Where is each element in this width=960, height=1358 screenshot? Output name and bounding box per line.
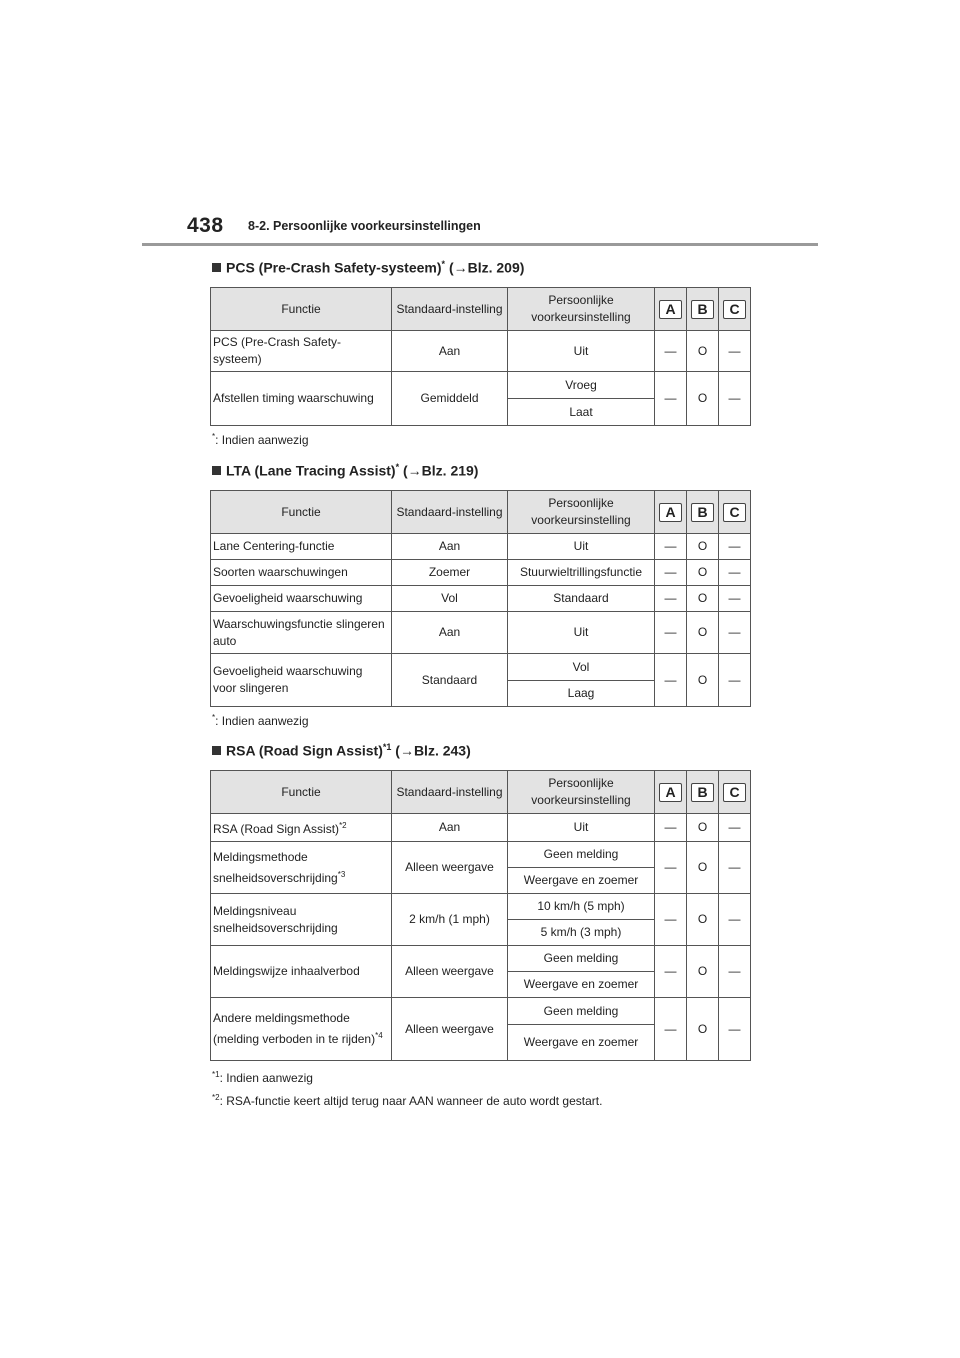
footnote-mark: *1	[382, 742, 392, 752]
cell-default: Alleen weergave	[392, 998, 508, 1061]
cell-function	[211, 998, 392, 1061]
cell-personal: Weergave en zoemer	[508, 1025, 655, 1061]
table-header-row	[211, 771, 751, 814]
cell-b: O	[687, 372, 719, 426]
cell-personal: Uit	[508, 331, 655, 372]
cell-personal: Uit	[508, 612, 655, 654]
cell-b: O	[687, 331, 719, 372]
column-header-a	[655, 771, 687, 814]
cell-default: Standaard	[392, 654, 508, 707]
cell-personal: Geen melding	[508, 946, 655, 972]
cell-personal: Geen melding	[508, 998, 655, 1025]
cell-b: O	[687, 894, 719, 946]
header-rule	[142, 243, 818, 246]
table-row	[211, 894, 751, 920]
table-row	[211, 534, 751, 560]
page-reference: (→Blz. 243)	[395, 742, 471, 759]
cell-default: Vol	[392, 586, 508, 612]
cell-c: —	[719, 372, 751, 426]
table-row	[211, 814, 751, 842]
cell-b: O	[687, 654, 719, 707]
footnote-text: : Indien aanwezig	[219, 1071, 313, 1085]
cell-c: —	[719, 534, 751, 560]
cell-function: Gevoeligheid waarschuwing voor slingeren	[211, 654, 392, 707]
cell-a: —	[655, 814, 687, 842]
cell-b: O	[687, 842, 719, 894]
cell-c: —	[719, 612, 751, 654]
cell-a: —	[655, 586, 687, 612]
table-row	[211, 586, 751, 612]
cell-personal: Laag	[508, 681, 655, 707]
cell-b: O	[687, 612, 719, 654]
cell-c: —	[719, 842, 751, 894]
cell-a: —	[655, 331, 687, 372]
cell-a: —	[655, 612, 687, 654]
square-bullet-icon	[212, 466, 221, 475]
section-title-pcs	[212, 259, 524, 276]
table-row	[211, 946, 751, 972]
square-bullet-icon	[212, 746, 221, 755]
section-title-text: RSA (Road Sign Assist)	[226, 742, 383, 759]
column-header-function: Functie	[211, 771, 392, 814]
cell-c: —	[719, 894, 751, 946]
cell-c: —	[719, 998, 751, 1061]
method-c-icon: C	[723, 783, 746, 802]
footnote-mark: *2	[212, 1093, 220, 1102]
cell-personal: Weergave en zoemer	[508, 972, 655, 998]
column-header-default-setting: Standaard-instelling	[392, 771, 508, 814]
cell-c: —	[719, 586, 751, 612]
section-title-lta	[212, 462, 478, 479]
footnote-mark: *	[212, 713, 216, 722]
cell-function	[211, 814, 392, 842]
cell-personal: Uit	[508, 534, 655, 560]
column-header-c	[719, 491, 751, 534]
column-header-personal-setting: Persoonlijke voorkeursinstelling	[508, 491, 655, 534]
method-c-icon: C	[723, 503, 746, 522]
footnote-mark: *3	[337, 869, 346, 879]
footnote	[212, 1093, 602, 1108]
cell-default: 2 km/h (1 mph)	[392, 894, 508, 946]
page-reference: (→Blz. 209)	[448, 259, 525, 276]
footnote-mark: *2	[339, 821, 347, 830]
cell-b: O	[687, 998, 719, 1061]
cell-b: O	[687, 586, 719, 612]
footnote-text: : RSA-functie keert altijd terug naar AAN wanneer de auto wordt gestart.	[219, 1094, 603, 1108]
cell-c: —	[719, 946, 751, 998]
method-b-icon: B	[691, 783, 714, 802]
section-title-text: PCS (Pre-Crash Safety-systeem)	[226, 259, 442, 276]
cell-b: O	[687, 560, 719, 586]
cell-default: Aan	[392, 814, 508, 842]
chapter-title: 8-2. Persoonlijke voorkeursinstellingen	[248, 219, 481, 233]
cell-c: —	[719, 814, 751, 842]
cell-c: —	[719, 331, 751, 372]
column-header-b	[687, 771, 719, 814]
column-header-function: Functie	[211, 491, 392, 534]
cell-a: —	[655, 946, 687, 998]
column-header-c	[719, 771, 751, 814]
square-bullet-icon	[212, 263, 221, 272]
method-a-icon: A	[659, 783, 682, 802]
cell-personal: Vroeg	[508, 372, 655, 399]
footnote	[212, 713, 309, 728]
cell-c: —	[719, 560, 751, 586]
cell-function: Meldingsniveau snelheidsoverschrijding	[211, 894, 392, 946]
table-row	[211, 372, 751, 399]
cell-function: Lane Centering-functie	[211, 534, 392, 560]
footnote-mark: *	[441, 259, 446, 269]
cell-a: —	[655, 534, 687, 560]
page-number: 438	[187, 214, 224, 237]
cell-personal: Geen melding	[508, 842, 655, 868]
footnote-text: : Indien aanwezig	[215, 714, 309, 728]
function-text: Meldingsmethode snelheidsoverschrijding	[213, 849, 338, 885]
cell-function: Gevoeligheid waarschuwing	[211, 586, 392, 612]
cell-default: Aan	[392, 534, 508, 560]
cell-personal: Vol	[508, 654, 655, 681]
column-header-default-setting: Standaard-instelling	[392, 491, 508, 534]
cell-function: Meldingswijze inhaalverbod	[211, 946, 392, 998]
cell-b: O	[687, 814, 719, 842]
column-header-personal-setting: Persoonlijke voorkeursinstelling	[508, 771, 655, 814]
method-a-icon: A	[659, 300, 682, 319]
cell-personal: Weergave en zoemer	[508, 868, 655, 894]
cell-personal: Standaard	[508, 586, 655, 612]
cell-function: Waarschuwingsfunctie slingeren auto	[211, 612, 392, 654]
cell-function	[211, 842, 392, 894]
table-row	[211, 560, 751, 586]
settings-table-lta	[210, 490, 751, 707]
settings-table-pcs	[210, 287, 751, 426]
cell-personal: Stuurwieltrillingsfunctie	[508, 560, 655, 586]
cell-function: Afstellen timing waarschuwing	[211, 372, 392, 426]
method-c-icon: C	[723, 300, 746, 319]
column-header-function: Functie	[211, 288, 392, 331]
settings-table-rsa	[210, 770, 751, 1061]
cell-c: —	[719, 654, 751, 707]
cell-a: —	[655, 998, 687, 1061]
footnote-mark: *	[212, 432, 216, 441]
method-b-icon: B	[691, 300, 714, 319]
table-header-row	[211, 288, 751, 331]
function-text: Andere meldingsmethode (melding verboden in te rijden)	[213, 1011, 376, 1046]
cell-default: Alleen weergave	[392, 842, 508, 894]
footnote-mark: *	[395, 462, 400, 472]
table-row	[211, 998, 751, 1025]
cell-default: Alleen weergave	[392, 946, 508, 998]
cell-function: Soorten waarschuwingen	[211, 560, 392, 586]
cell-default: Aan	[392, 612, 508, 654]
table-row	[211, 331, 751, 372]
cell-default: Zoemer	[392, 560, 508, 586]
cell-default: Aan	[392, 331, 508, 372]
footnote-mark: *4	[375, 1031, 383, 1040]
column-header-c	[719, 288, 751, 331]
cell-default: Gemiddeld	[392, 372, 508, 426]
section-title-text: LTA (Lane Tracing Assist)	[226, 462, 396, 479]
column-header-a	[655, 491, 687, 534]
method-b-icon: B	[691, 503, 714, 522]
function-text: RSA (Road Sign Assist)	[213, 822, 340, 836]
method-a-icon: A	[659, 503, 682, 522]
table-header-row	[211, 491, 751, 534]
column-header-a	[655, 288, 687, 331]
section-title-rsa	[212, 742, 471, 759]
column-header-default-setting: Standaard-instelling	[392, 288, 508, 331]
table-row	[211, 612, 751, 654]
table-row	[211, 842, 751, 868]
cell-a: —	[655, 894, 687, 946]
cell-personal: Laat	[508, 399, 655, 426]
cell-personal: Uit	[508, 814, 655, 842]
cell-personal: 10 km/h (5 mph)	[508, 894, 655, 920]
footnote	[212, 432, 309, 447]
cell-b: O	[687, 946, 719, 998]
table-row	[211, 654, 751, 681]
column-header-personal-setting: Persoonlijke voorkeursinstelling	[508, 288, 655, 331]
column-header-b	[687, 288, 719, 331]
cell-personal: 5 km/h (3 mph)	[508, 920, 655, 946]
footnote-text: : Indien aanwezig	[215, 433, 309, 447]
cell-a: —	[655, 654, 687, 707]
cell-a: —	[655, 372, 687, 426]
page-reference: (→Blz. 219)	[403, 462, 479, 479]
cell-b: O	[687, 534, 719, 560]
column-header-b	[687, 491, 719, 534]
cell-function: PCS (Pre-Crash Safety-systeem)	[211, 331, 392, 372]
cell-a: —	[655, 560, 687, 586]
footnote	[212, 1070, 313, 1085]
footnote-mark: *1	[212, 1070, 220, 1079]
cell-a: —	[655, 842, 687, 894]
